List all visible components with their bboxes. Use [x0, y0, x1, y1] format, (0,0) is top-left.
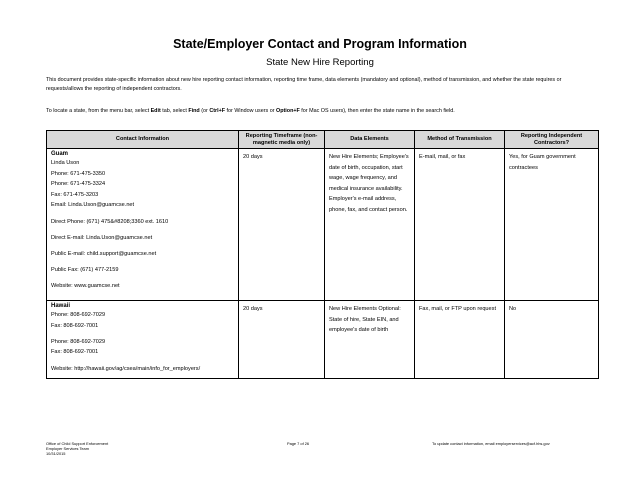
find-keyword: Find — [188, 108, 200, 114]
state-name-guam: Guam — [51, 151, 69, 157]
edit-keyword: Edit — [150, 108, 161, 114]
table-header-row — [47, 131, 599, 149]
instructions-paragraph — [46, 107, 598, 116]
website-line: Website: www.guamcse.net — [51, 283, 120, 290]
phone-line: Phone: 808-692-7029 — [51, 338, 106, 345]
footer-date: 10/31/2015 — [46, 451, 66, 456]
option-f-keyword: Option+F — [276, 108, 300, 114]
timeframe-value: 20 days — [243, 306, 263, 312]
header-method-of-transmission: Method of Transmission — [415, 131, 505, 149]
public-email-line: Public E-mail: child.support@guamcse.net — [51, 250, 157, 257]
website-line: Website: http://hawaii.gov/ag/csea/main/info_for_employers/ — [51, 365, 201, 372]
hawaii-elements-cell — [325, 301, 415, 379]
phone-line: Phone: 808-692-7029 — [51, 312, 106, 318]
state-name-hawaii: Hawaii — [51, 303, 71, 309]
data-elements-value: New Hire Elements; Employee's date of birth, occupation, start wage, wage frequency, and medical insurance availability. Employer's e-mail address, phone, fax, and contact person. — [329, 154, 409, 213]
instructions-text: for Mac OS users), then enter the state name in the search field. — [299, 108, 455, 114]
hawaii-contact-cell — [47, 301, 239, 379]
table-row-hawaii — [47, 301, 599, 379]
timeframe-value: 20 days — [243, 154, 263, 160]
guam-contact-cell — [47, 149, 239, 301]
method-value: Fax, mail, or FTP upon request — [419, 306, 496, 312]
hawaii-timeframe-cell — [239, 301, 325, 379]
footer-contact: To update contact information, email employerservices@acf.hhs.gov — [432, 441, 550, 446]
data-elements-value: New Hire Elements Optional: State of hire, State EIN, and employee's date of birth — [329, 306, 401, 334]
guam-method-cell — [415, 149, 505, 301]
public-fax-line: Public Fax: (671) 477-2159 — [51, 267, 119, 274]
footer-org: Office of Child Support Enforcement — [46, 441, 109, 446]
table-row-guam — [47, 149, 599, 301]
header-reporting-timeframe: Reporting Timeframe (non-magnetic media only) — [239, 131, 325, 149]
ctrl-f-keyword: Ctrl+F — [209, 108, 226, 114]
direct-email-line: Direct E-mail: Linda.Uson@guamcse.net — [51, 234, 153, 241]
contractors-value: Yes, for Guam government contractees — [509, 154, 576, 171]
instructions-text: (or — [199, 108, 210, 114]
header-independent-contractors: Reporting Independent Contractors? — [505, 131, 599, 149]
instructions-text: tab, select — [160, 108, 189, 114]
email-line: Email: Linda.Uson@guamcse.net — [51, 202, 135, 209]
contact-name: Linda Uson — [51, 160, 80, 166]
hawaii-contractors-cell — [505, 301, 599, 379]
page-title: State/Employer Contact and Program Information — [173, 37, 467, 51]
footer-team: Employer Services Team — [46, 446, 89, 451]
guam-contractors-cell — [505, 149, 599, 301]
header-contact-information: Contact Information — [47, 131, 239, 149]
hawaii-method-cell — [415, 301, 505, 379]
guam-elements-cell — [325, 149, 415, 301]
direct-phone-line: Direct Phone: (671) 475&#8208;3360 ext. 1610 — [51, 218, 169, 225]
footer-page-number: Page 7 of 26 — [287, 441, 310, 446]
fax-line: Fax: 808-692-7001 — [51, 322, 99, 329]
phone-line: Phone: 671-475-3324 — [51, 181, 106, 188]
method-value: E-mail, mail, or fax — [419, 154, 466, 160]
state-contact-table — [46, 130, 599, 379]
footer-left — [46, 441, 108, 456]
contractors-value: No — [509, 306, 517, 312]
fax-line: Fax: 808-692-7001 — [51, 349, 99, 356]
intro-paragraph: This document provides state-specific information about new hire reporting contact information, reporting time frame, data elements (mandatory and optional), method of transmission, and whether the state requires or requests/allows the reporting of independent contractors. — [46, 77, 562, 92]
instructions-text: for Window users or — [225, 108, 276, 114]
page-subtitle: State New Hire Reporting — [266, 57, 374, 68]
instructions-text: To locate a state, from the menu bar, select — [46, 108, 151, 114]
guam-timeframe-cell — [239, 149, 325, 301]
phone-line: Phone: 671-475-3350 — [51, 170, 106, 177]
header-data-elements: Data Elements — [325, 131, 415, 149]
fax-line: Fax: 671-475-3203 — [51, 191, 99, 198]
